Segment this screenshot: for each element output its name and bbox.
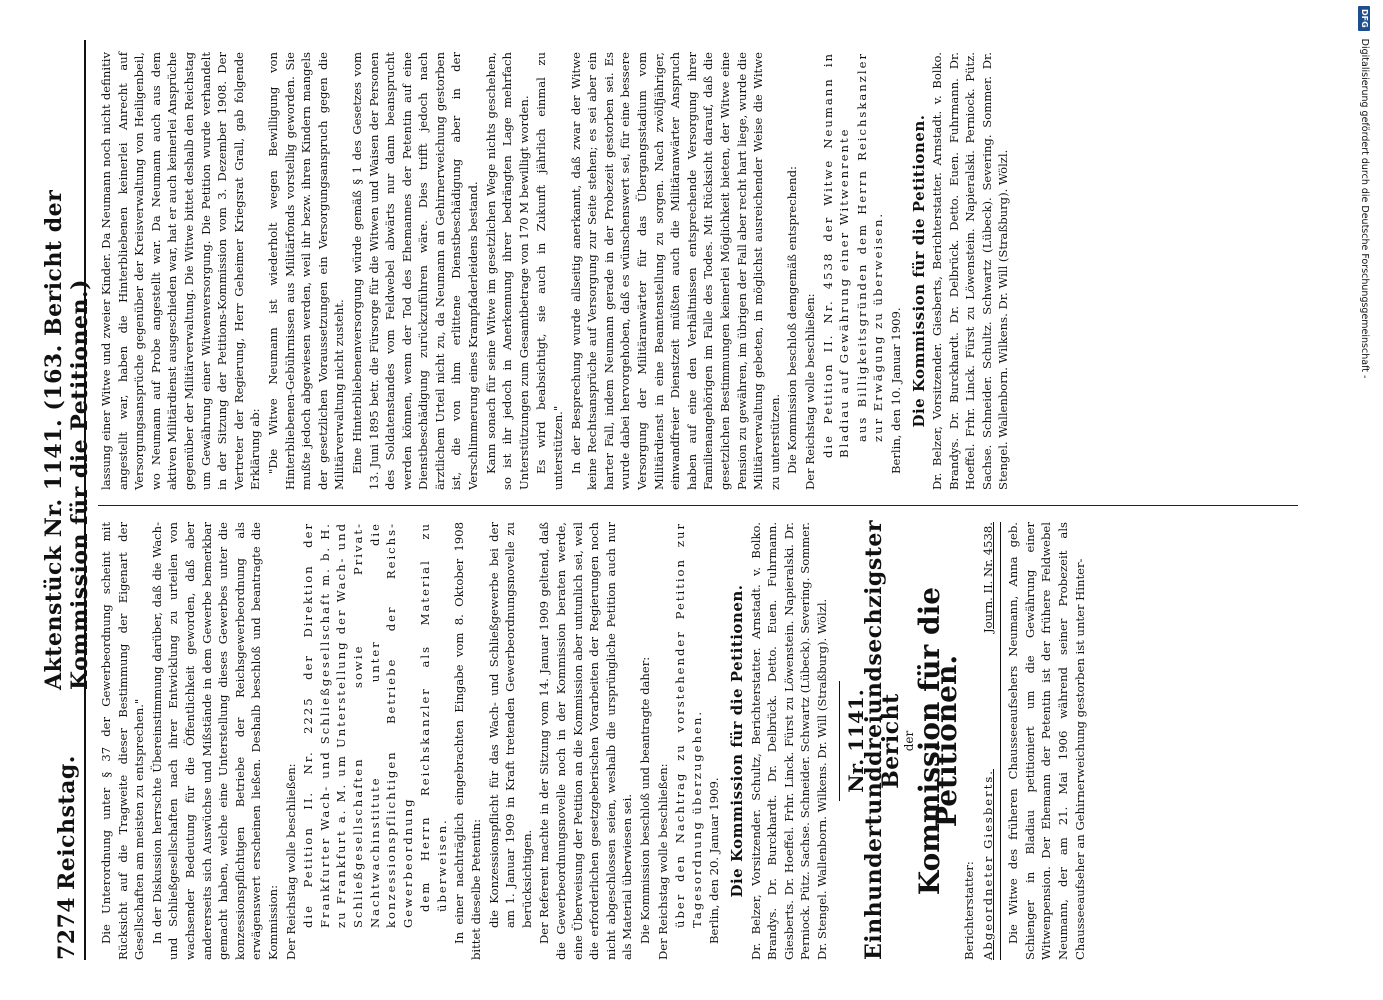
paragraph: Der Referent machte in der Sitzung vom 14. Januar 1909 geltend, daß die Gewerbeordnungsnovelle noch in der Kommission beraten werde, eine Überweisung der Petition an die Kommission aber untunlich sei, weil die erforderlichen gesetzgeberischen Vorarbeiten der Regierungen noch nicht abgeschlossen seien, weshalb die ursprüngliche Petition auch nur als Material überwiesen sei. (537, 522, 635, 960)
paragraph: Der Reichstag wolle beschließen: (655, 763, 670, 960)
page-number: 7274 (54, 896, 80, 960)
left-column (98, 522, 1089, 960)
paragraph: Die Witwe des früheren Chausseeaufsehers Neumann, Anna geb. Schienger in Bladiau petitioniert um die Gewährung einer Witwenpension. Der Ehemann der Petentin ist der frühere Feldwebel Neumann, der am 21. Mai 1906 während seiner Probezeit als Chausseeaufseher an Gehirnerweichung gestorben ist unter Hinter- (1006, 522, 1087, 960)
paragraph: Die Kommission beschloß demgemäß entsprechend: (785, 166, 800, 474)
credit-text: Digitalisierung gefördert durch die Deutsche Forschungsgemeinschaft - (1359, 38, 1370, 379)
digitization-credit (1356, 6, 1372, 996)
paragraph: Die Unterordnung unter § 37 der Gewerbeordnung scheint mit Rücksicht auf die Tragweite dieser Bestimmung der Eigenart der Gesellschaften am meisten zu entsprechen." (99, 522, 147, 960)
petition-decision: über den Nachtrag zu vorstehender Petition zur Tagesordnung überzugehen. (673, 522, 704, 928)
journal-reference: Journ. II. Nr. 4538. (980, 522, 995, 633)
petition-text: die Petition II. Nr. 4538 der Witwe Neumann in Bladiau auf Gewährung einer Witwenrente (820, 52, 852, 458)
dfg-logo: DFG (1358, 6, 1370, 31)
document-number: Nr. 1141. (843, 689, 868, 793)
date-line: Berlin, den 20. Januar 1909. (707, 777, 722, 944)
paragraph: Kann sonach für seine Witwe im gesetzlichen Wege nichts geschehen, so ist ihr jedoch in Anerkennung ihrer bedrängten Lage mehrfach Unterstützungen zum Gesamtbetrage von 170 M bewilligt worden. (483, 52, 531, 490)
reporter-line (980, 522, 997, 960)
paragraph: die Konzessionspflicht für das Wach- und Schließgewerbe bei der am 1. Januar 1909 in Kraft tretenden Gewerbeordnungsnovelle zu berücksichtigen. (486, 522, 534, 928)
report-title-connector: der (902, 730, 917, 752)
committee-heading: Die Kommission für die Petitionen. (727, 584, 746, 898)
committee-members: Dr. Belzer, Vorsitzender. Giesberts, Berichterstatter. Arnstadt. v. Bolko. Brandys. Dr. Burckhardt. Dr. Delbrück. Detto. Euen. Fuhrmann. Dr. Hoeffel. Frhr. Linck. Fürst zu Löwenstein. Napieralski. Perniock. Pütz. Sachse. Schneider. Schultz. Schwartz (Lübeck). Severing. Sommer. Dr. Stengel. Wallenborn. Wilkens. Dr. Will (Straßburg). Wölzl. (930, 52, 1011, 490)
committee-heading: Die Kommission für die Petitionen. (909, 114, 928, 428)
page-header (41, 40, 93, 960)
committee-members: Dr. Belzer, Vorsitzender. Schultz, Berichterstatter. Arnstadt. v. Bolko. Brandys. Dr. Burckhardt. Dr. Delbrück. Detto. Euen. Fuhrmann. Giesberts. Dr. Hoeffel. Frhr. Linck. Fürst zu Löwenstein. Napieralski. Dr. Perniock. Pütz. Sachse. Schneider. Schwartz (Lübeck). Severing. Sommer. Dr. Stengel. Wallenborn. Wilkens. Dr. Will (Straßburg). Wölzl. (748, 522, 829, 960)
report-title: Einhundertunddreiundsechzigster Bericht (861, 520, 904, 960)
right-column (98, 52, 1012, 490)
paragraph: In der Diskussion herrschte Übereinstimmung darüber, daß die Wach- und Schließgesellschaften nach ihrer Entwicklung zu urteilen von wachsender Bedeutung für die Öffentlichkeit geworden, daß aber andererseits sich Auswüchse und Mißstände in dem Gewerbe bemerkbar gemacht haben, welche eine Unterstellung dieses Gewerbes unter die konzessionspflichtigen Betriebe der Reichsgewerbeordnung als erwägenswert erscheinen ließen. Deshalb beschloß und beantragte die Kommission: (149, 522, 280, 960)
paragraph: Eine Hinterbliebenenversorgung würde gemäß § 1 des Gesetzes vom 13. Juni 1895 betr. die Fürsorge für die Witwen und Waisen der Personen des Soldatenstandes vom Feldwebel abwärts nur dann beansprucht werden können, wenn der Tod des Ehemannes der Petentin auf eine Dienstbeschädigung zurückzuführen wäre. Dies trifft jedoch nach ärztlichem Urteil nicht zu, da Neumann an Gehirnerweichung gestorben ist, die von ihm erlittene Dienstbeschädigung aber in der Verschlimmerung eines Krampfaderleidens bestand. (349, 52, 481, 490)
paragraph: "Die Witwe Neumann ist wiederholt wegen Bewilligung von Hinterbliebenen-Gebührnissen aus Militärfonds vorstellig geworden. Sie mußte jedoch abgewiesen werden, weil ihr bezw. ihren Kindern mangels der gesetzlichen Voraussetzungen ein Versorgungsanspruch gegen die Militärverwaltung nicht zusteht. (265, 52, 347, 490)
petition-decision: aus Billigkeitsgründen dem Herrn Reichskanzler zur Erwägung zu überweisen. (854, 52, 886, 442)
petition-text: die Petition II. Nr. 2225 der Direktion der Frankfurter Wach- und Schließgesellschaft m. b. H. zu Frankfurt a. M. um Unterstellung der Wach- und Schließgesellschaften sowie Privat-Nachtwachinstitute unter die konzessionspflichtigen Betriebe der Reichs-Gewerbeordnung (301, 522, 415, 928)
divider (839, 681, 840, 801)
header-left-title: Reichstag. (54, 755, 80, 890)
header-right-title: Aktenstück Nr. 1141. (163. Bericht der Kommission für die Petitionen.) (41, 189, 93, 690)
divider (1000, 522, 1001, 960)
petition-decision: dem Herrn Reichskanzler als Material zu überweisen. (418, 522, 449, 912)
paragraph: In einer nachträglich eingebrachten Eingabe vom 8. Oktober 1908 bittet dieselbe Petentin: (452, 522, 484, 960)
paragraph: lassung einer Witwe und zweier Kinder. Da Neumann noch nicht definitiv angestellt war, haben die Hinterbliebenen keinerlei Anrecht auf Versorgungsansprüche gegenüber der Kreisverwaltung von Heiligenbeil, wo Neumann auf Probe angestellt war. Da Neumann auch aus dem aktiven Militärdienst ausgeschieden war, hat er auch keinerlei Ansprüche gegenüber der Militärverwaltung. Die Witwe bittet deshalb den Reichstag um Gewährung einer Witwenversorgung. Die Petition wurde verhandelt in der Sitzung der Petitions-Kommission vom 3. Dezember 1908. Der Vertreter der Regierung, Herr Geheimer Kriegsrat Grall, gab folgende Erklärung ab: (99, 52, 263, 490)
document-page (41, 40, 1340, 960)
paragraph: Es wird beabsichtigt, sie auch in Zukunft jährlich einmal zu unterstützen." (534, 52, 566, 490)
paragraph: Der Reichstag wolle beschließen: (802, 293, 817, 490)
paragraph: Die Kommission beschloß und beantragte daher: (638, 656, 652, 944)
committee-title: Kommission für die Petitionen. (912, 586, 963, 896)
reporter-label: Berichterstatter: (962, 861, 977, 960)
reporter-name: Abgeordneter Giesberts. (980, 769, 995, 960)
paragraph: In der Besprechung wurde allseitig anerkannt, daß zwar der Witwe keine Rechtsansprüche auf Versorgung zur Seite stehen; es sei aber ein harter Fall, indem Neumann gerade in der Probezeit gestorben sei. Es wurde dabei hervorgehoben, daß es wünschenswert sei, für eine bessere Versorgung der Militäranwärter für das Übergangsstadium vom Militärdienst in eine Beamtenstellung zu sorgen. Nach zwölfjähriger, einwandfreier Dienstzeit müßten auch die Militäranwärter Anspruch haben auf eine den Verhältnissen entsprechende Versorgung ihrer Familienangehörigen im Falle des Todes. Mit Rücksicht darauf, daß die gesetzlichen Bestimmungen keinerlei Möglichkeit bieten, der Witwe eine Pension zu gewähren, im übrigen der Fall aber recht hart liege, wurde die Militärverwaltung gebeten, in möglichst ausreichender Weise die Witwe zu unterstützen. (568, 52, 782, 490)
paragraph: Der Reichstag wolle beschließen: (283, 763, 298, 960)
date-line: Berlin, den 10. Januar 1909. (888, 307, 903, 474)
column-divider (98, 505, 1298, 506)
